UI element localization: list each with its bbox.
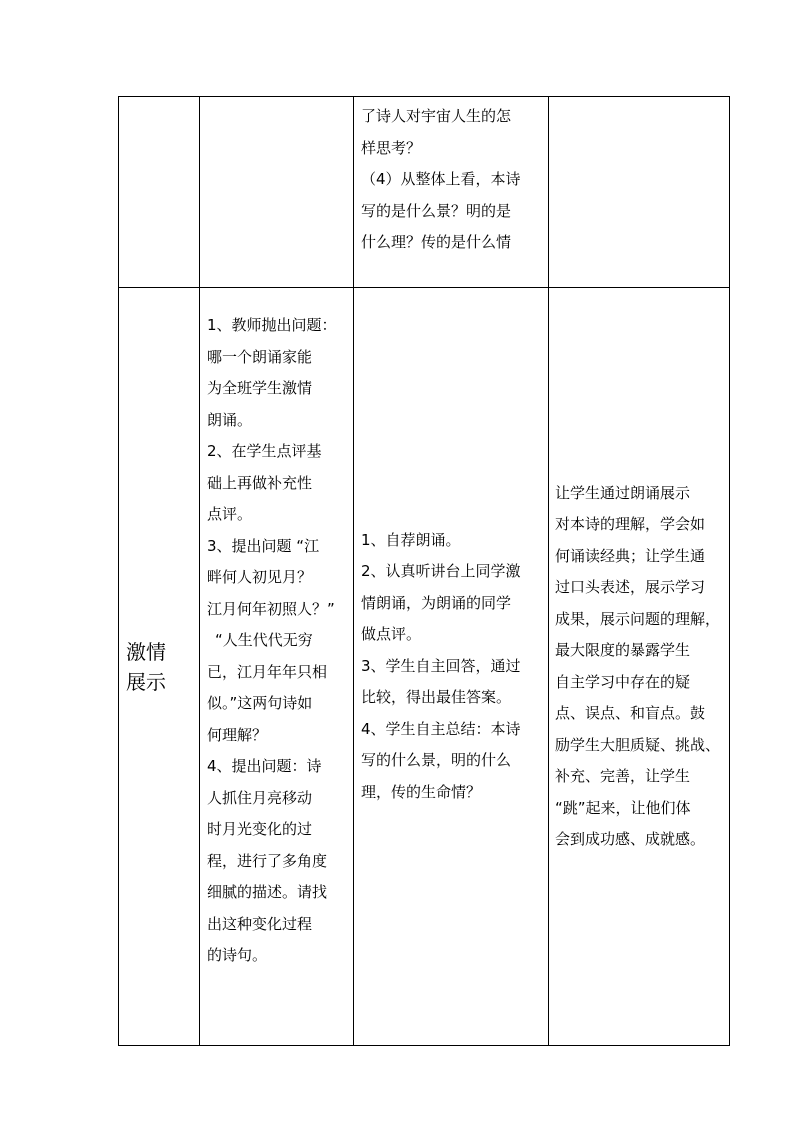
text-line: 细腻的描述。请找 xyxy=(207,883,328,901)
stage-label-cell xyxy=(119,288,200,1046)
text-line: 1、自荐朗诵。 xyxy=(361,530,461,549)
text-line: 情朗诵，为朗诵的同学 xyxy=(361,593,512,612)
text-line: 4、学生自主总结：本诗 xyxy=(361,719,521,738)
teacher-activity-cell xyxy=(200,288,354,1046)
stage-label: 激情 xyxy=(126,639,166,664)
text-line: 自主学习中存在的疑 xyxy=(555,672,691,691)
student-activity-cell xyxy=(354,97,549,288)
table-row xyxy=(119,288,730,1046)
text-line: 对本诗的理解，学会如 xyxy=(555,515,706,533)
text-line: 础上再做补充性 xyxy=(207,473,313,492)
text-line: 1、教师抛出问题： xyxy=(207,316,337,334)
text-line: 2、认真听讲台上同学激 xyxy=(361,562,521,581)
design-intent-cell xyxy=(549,97,730,288)
text-line: 成果，展示问题的理解， xyxy=(555,609,721,628)
text-line: 何理解？ xyxy=(207,725,268,744)
text-line: 写的什么景，明的什么 xyxy=(361,751,512,770)
text-line: 畔何人初见月？ xyxy=(207,568,313,586)
text-line: （4）从整体上看，本诗 xyxy=(361,170,521,188)
text-line: 什么理？传的是什么情 xyxy=(361,233,512,251)
text-line: 比较，得出最佳答案。 xyxy=(361,688,512,707)
text-line: 似。”这两句诗如 xyxy=(207,694,313,712)
text-line: 点、误点、和盲点。鼓 xyxy=(555,704,706,722)
text-line: “人生代代无穷 xyxy=(215,631,313,649)
text-line: 了诗人对宇宙人生的怎 xyxy=(361,107,512,125)
text-line: 写的是什么景？明的是 xyxy=(361,201,512,220)
stage-cell xyxy=(119,97,200,288)
text-line: 让学生通过朗诵展示 xyxy=(555,483,691,502)
text-line: 朗诵。 xyxy=(207,410,253,429)
text-line: 2、在学生点评基 xyxy=(207,442,322,460)
table-row xyxy=(119,97,730,288)
text-line: 的诗句。 xyxy=(207,946,268,964)
text-line: “跳”起来，让他们体 xyxy=(555,798,691,817)
text-line: 人抓住月亮移动 xyxy=(207,788,313,807)
text-line: 时月光变化的过 xyxy=(207,820,313,838)
text-line: 3、提出问题 “江 xyxy=(207,536,320,555)
text-line: 理，传的生命情？ xyxy=(361,782,482,801)
text-line: 会到成功感、成就感。 xyxy=(555,830,706,848)
design-intent-cell xyxy=(549,288,730,1046)
text-line: 做点评。 xyxy=(361,625,422,644)
text-line: 励学生大胆质疑、挑战、 xyxy=(555,735,721,754)
student-activity-cell xyxy=(354,288,549,1046)
text-line: 已，江月年年只相 xyxy=(207,662,328,681)
stage-label: 展示 xyxy=(126,669,166,694)
text-line: 样思考？ xyxy=(361,138,422,157)
teacher-activity-cell xyxy=(200,97,354,288)
lesson-plan-table xyxy=(118,96,730,1046)
text-line: 何诵读经典；让学生通 xyxy=(555,546,706,565)
text-line: 程，进行了多角度 xyxy=(207,851,328,870)
text-line: 点评。 xyxy=(207,505,253,523)
text-line: 江月何年初照人？” xyxy=(207,599,335,618)
text-line: 出这种变化过程 xyxy=(207,914,313,933)
text-line: 哪一个朗诵家能 xyxy=(207,347,313,366)
text-line: 最大限度的暴露学生 xyxy=(555,641,691,659)
text-line: 3、学生自主回答，通过 xyxy=(361,656,521,675)
text-line: 4、提出问题：诗 xyxy=(207,757,322,775)
text-line: 补充、完善，让学生 xyxy=(555,767,691,785)
text-line: 过口头表述，展示学习 xyxy=(555,578,706,596)
text-line: 为全班学生激情 xyxy=(207,379,313,397)
